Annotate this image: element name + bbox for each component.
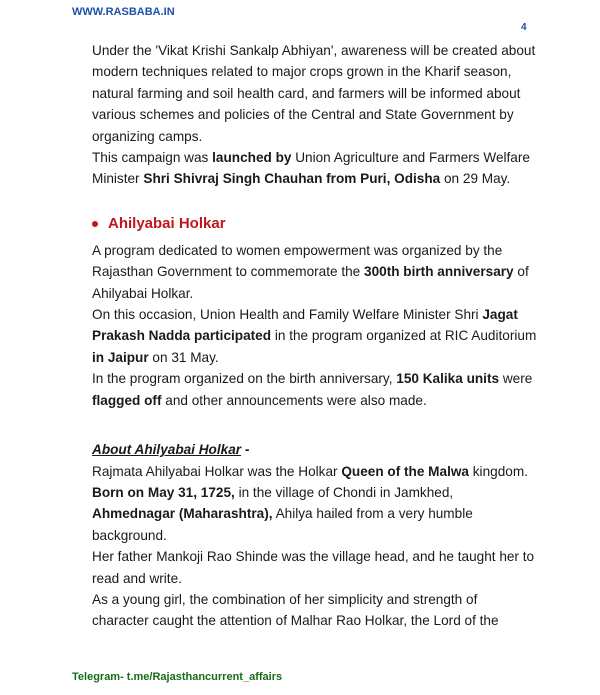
bold-text: Ahmednagar (Maharashtra), xyxy=(92,506,273,522)
bold-text: Jagat Prakash Nadda participated xyxy=(92,307,518,344)
bold-text: flagged off xyxy=(92,392,162,408)
paragraph-kalika-units xyxy=(92,368,537,411)
bold-text: 150 Kalika units xyxy=(396,371,500,387)
bold-text: in Jaipur xyxy=(92,349,149,365)
text: kingdom. xyxy=(468,463,528,479)
document-body xyxy=(92,40,537,632)
paragraph-queen xyxy=(92,461,537,482)
paragraph-campaign-launch xyxy=(92,147,537,190)
text: were xyxy=(499,371,533,387)
paragraph-young-girl: As a young girl, the combination of her simplicity and strength of character caught the attention of Malhar Rao Holkar, the Lord of the xyxy=(92,591,499,629)
text: in the program organized at RIC Auditorium xyxy=(271,328,537,344)
section-heading xyxy=(92,214,537,234)
text: on 31 May. xyxy=(148,349,219,365)
bold-text: Queen of the Malwa xyxy=(341,463,469,479)
text: On this occasion, Union Health and Family Welfare Minister Shri xyxy=(92,307,483,323)
paragraph-birth xyxy=(92,482,537,546)
text: of Ahilyabai Holkar. xyxy=(92,264,529,301)
text: In the program organized on the birth anniversary, xyxy=(92,371,397,387)
bold-text: 300th birth anniversary xyxy=(364,264,514,280)
paragraph-abhiyan: Under the 'Vikat Krishi Sankalp Abhiyan', awareness will be created about modern techniques related to major crops grown in the Kharif season, natural farming and soil health card, and farmers will be informed about various schemes and policies of the Central and State Government by organizing camps. xyxy=(92,43,536,144)
text: and other announcements were also made. xyxy=(161,392,427,408)
bullet-icon xyxy=(92,221,98,227)
about-heading xyxy=(92,439,537,460)
about-title: About Ahilyabai Holkar xyxy=(92,442,242,458)
text: on 29 May. xyxy=(440,171,511,187)
text: This campaign was xyxy=(92,150,213,166)
site-url[interactable]: WWW.RASBABA.IN xyxy=(72,6,175,18)
paragraph-nadda xyxy=(92,304,537,368)
bold-text: Shri Shivraj Singh Chauhan from Puri, Odisha xyxy=(143,171,441,187)
bold-text: launched by xyxy=(212,150,292,166)
text: Union Agriculture and Farmers Welfare Minister xyxy=(92,150,530,187)
paragraph-women-empowerment xyxy=(92,240,537,304)
text: in the village of Chondi in Jamkhed, xyxy=(234,484,454,500)
about-suffix: - xyxy=(241,442,250,458)
text: A program dedicated to women empowerment was organized by the Rajasthan Government to commemorate the xyxy=(92,242,503,280)
telegram-link[interactable]: Telegram- t.me/Rajasthancurrent_affairs xyxy=(72,671,283,683)
page-number: 4 xyxy=(521,22,527,33)
bold-text: Born on May 31, 1725, xyxy=(92,484,235,500)
paragraph-father: Her father Mankoji Rao Shinde was the village head, and he taught her to read and write. xyxy=(92,549,535,586)
text: Ahilya hailed from a very humble background. xyxy=(92,506,473,543)
section-heading-text: Ahilyabai Holkar xyxy=(108,214,226,232)
text: Rajmata Ahilyabai Holkar was the Holkar xyxy=(92,463,342,479)
